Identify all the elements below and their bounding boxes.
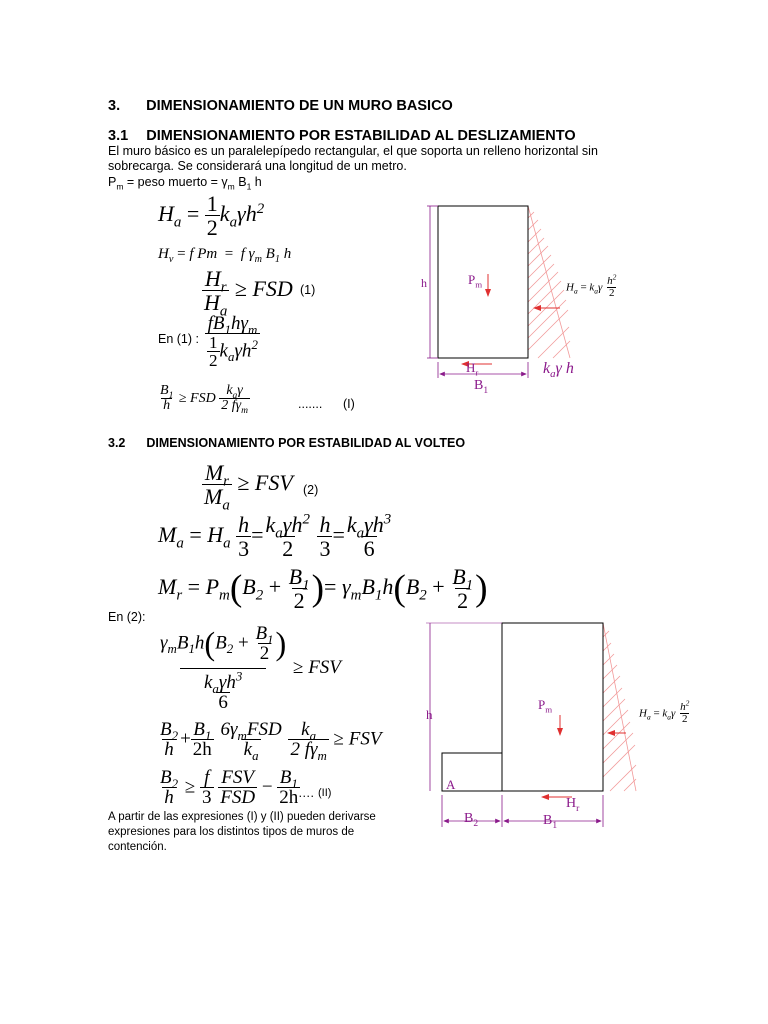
diagram2-label-ha: $H_a = k_a\gamma$ $\frac{h^2}{2}$ [639, 698, 690, 725]
diagram1-label-kah: $k_a\gamma$ h [543, 360, 574, 381]
pressure-diagram-2 [603, 623, 636, 791]
section-3-1-heading [108, 128, 576, 144]
equation-hv: $H_v = f$ Pm = f $\gamma_m$ $B_1$ h [158, 246, 292, 265]
diagram1-label-b1: $B_1$ [474, 378, 489, 396]
diagram2-label-hr: $H_r$ [566, 796, 580, 814]
diagram1-label-pm: $P_m$ [468, 272, 483, 290]
pressure-diagram-1 [528, 206, 570, 358]
section-3-1-number: 3.1 [108, 128, 129, 144]
section-3-heading [108, 98, 453, 114]
equation-en-2-expanded: $\frac{B_2}{h}$ + $\frac{B_1}{2h}$ $6\gamma_mFSD$ $k_a$ $k_a$ 2 $f\gamma_m$ ≥ FSV [160, 719, 382, 763]
section-3-2-number: 3.2 [108, 436, 126, 450]
diagram2-label-b1: $B_1$ [543, 813, 558, 831]
pm-definition: $P_m$ = peso muerto = $\gamma_m$ $B_1$ h [108, 175, 262, 192]
equation-II-dots: …. [298, 786, 314, 800]
equation-2-tag: (2) [303, 483, 319, 497]
diagram2-label-b2: $B_2$ [464, 811, 479, 829]
section-3-1-paragraph-line1: El muro básico es un paralelepípedo rectangular, el que soporta un relleno horizontal sin [108, 144, 598, 158]
equation-I: $\frac{B_1}{h}$ ≥ FSD $k_a\gamma$ 2 $f\gamma_m$ [160, 383, 248, 416]
equation-ha: $H_a$ = $\frac{1}{2}$ $k_a\gamma h^2$ [158, 191, 265, 240]
equation-mr: $M_r = P_m(B_2$ + $\frac{B_1}{2}$ )= $\gamma_mB_1h(B_2$ + $\frac{B_1}{2}$ ) [158, 564, 488, 613]
diagram2-label-pm: $P_m$ [538, 697, 553, 715]
section-3-2-title: DIMENSIONAMIENTO POR ESTABILIDAD AL VOLTEO [146, 436, 466, 450]
diagram1-label-h: h [421, 276, 427, 290]
equation-II: $\frac{B_2}{h}$ ≥ $\frac{f}{3}$ FSV FSD − $\frac{B_1}{2h}$ [160, 767, 299, 808]
equation-en-2: $\gamma_mB_1h(B_2$ + $\frac{B_1}{2}$ ) $k_a\gamma h^3$ 6 ≥ FSV [160, 623, 341, 713]
diagram2-label-a: A [446, 777, 456, 792]
en-1-label: En (1) : [158, 332, 199, 346]
section-3-1-title: DIMENSIONAMIENTO POR ESTABILIDAD AL DESLIZAMIENTO [146, 128, 576, 144]
section-3-1-paragraph-line2: sobrecarga. Se considerará una longitud de un metro. [108, 159, 407, 173]
diagram1-label-ha: $H_a = k_a\gamma$ $\frac{h^2}{2}$ [566, 272, 617, 299]
en-2-label: En (2): [108, 610, 146, 624]
section-3-title: DIMENSIONAMIENTO DE UN MURO BASICO [146, 98, 453, 114]
equation-II-tag: (II) [318, 787, 332, 799]
diagram1-label-hr: $H_r$ [466, 360, 479, 378]
equation-en-1: $fB_1h\gamma_m$ $\frac{1}{2}$ $k_a\gamma h^2$ [205, 314, 260, 370]
closing-line2: expresiones para los distintos tipos de muros de [108, 826, 355, 838]
equation-1-tag: (1) [300, 283, 316, 297]
equation-ma: $M_a = H_a$ $\frac{h}{3}$ = $k_a\gamma h^2$ 2 $\frac{h}{3}$ = $k_a\gamma h^3$ 6 [158, 511, 392, 561]
closing-line3: contención. [108, 841, 167, 853]
wall-diagram-overturning [420, 615, 660, 840]
equation-1: $\frac{H_r}{H_a}$ ≥ FSD [204, 266, 293, 320]
equation-2: $\frac{M_r}{M_a}$ ≥ FSV [204, 460, 293, 514]
equation-I-tag: (I) [343, 397, 355, 411]
section-3-2-heading [108, 436, 465, 450]
closing-line1: A partir de las expresiones (I) y (II) pueden derivarse [108, 811, 376, 823]
diagram2-label-h: h [426, 707, 433, 722]
equation-I-dots: ....... [298, 397, 323, 411]
section-3-number: 3. [108, 98, 121, 114]
